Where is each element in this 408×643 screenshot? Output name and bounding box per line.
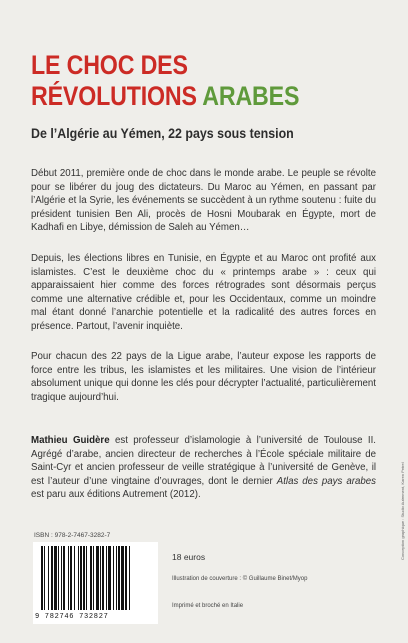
printing-notice: Imprimé et broché en Italie	[172, 603, 244, 609]
book-subtitle: De l’Algérie au Yémen, 22 pays sous tension	[31, 126, 294, 141]
paragraph-author-bio	[31, 434, 376, 502]
author-bio-text-2: est paru aux éditions Autrement (2012).	[31, 489, 201, 501]
author-name: Mathieu Guidère	[31, 435, 110, 446]
book-title	[31, 50, 341, 112]
design-credit-vertical: Conception graphique : Studio Autrement, Karen Petrel	[400, 462, 405, 560]
title-word-arabes: ARABES	[202, 81, 300, 111]
paragraph-elections: Depuis, les élections libres en Tunisie, en Égypte et au Maroc ont profité aux islamistes. C’est le deuxième choc du « printemps arabe » : ceux qui apparaissaient hier comme des forces rétrogrades sont désormais perçus comme une alternative crédible et, pour les Occidentaux, comme un moindre mal étant donné l’anarchie potentielle et la radicalité des autres forces en présence. Partout, l’avenir inquiète.	[31, 253, 376, 332]
title-line-1: LE CHOC DES	[31, 50, 188, 80]
book-reference: Atlas des pays arabes	[276, 475, 376, 487]
paragraph-intro: Début 2011, première onde de choc dans le monde arabe. Le peuple se révolte pour se libérer du joug des dictateurs. Du Maroc au Yémen, en passant par l’Algérie et la Syrie, les événements se succèdent à un rythme soutenu : fuite du président tunisien Ben Ali, procès de Hosni Moubarak en Égypte, mort de Kadhafi en Libye, démission de Saleh au Yémen…	[31, 168, 376, 234]
isbn-label: ISBN : 978-2-7467-3282-7	[34, 532, 111, 539]
title-word-revolutions: RÉVOLUTIONS	[31, 81, 197, 111]
price: 18 euros	[172, 552, 206, 562]
barcode-digits: 9 782746 732827	[35, 613, 109, 621]
barcode	[33, 542, 158, 624]
cover-illustration-credit: Illustration de couverture : © Guillaume Binet/Myop	[172, 576, 308, 582]
author-bio-text-1: est professeur d’islamologie à l’université de Toulouse II. Agrégé d’arabe, ancien directeur de recherches à l’École spéciale militaire de Saint-Cyr et ancien professeur de veille stratégique à l’université de Genève, il est l’auteur d’une vingtaine d’ouvrages, dont le dernier	[31, 435, 376, 487]
barcode-bars	[39, 546, 152, 612]
paragraph-summary: Pour chacun des 22 pays de la Ligue arabe, l’auteur expose les rapports de force entre les tribus, les islamistes et les militaires. Une vision de l’intérieur absolument unique qui donne les clés pour décrypter l’actualité, particulièrement tragique aujourd’hui.	[31, 351, 376, 403]
title-line-2	[31, 81, 341, 112]
